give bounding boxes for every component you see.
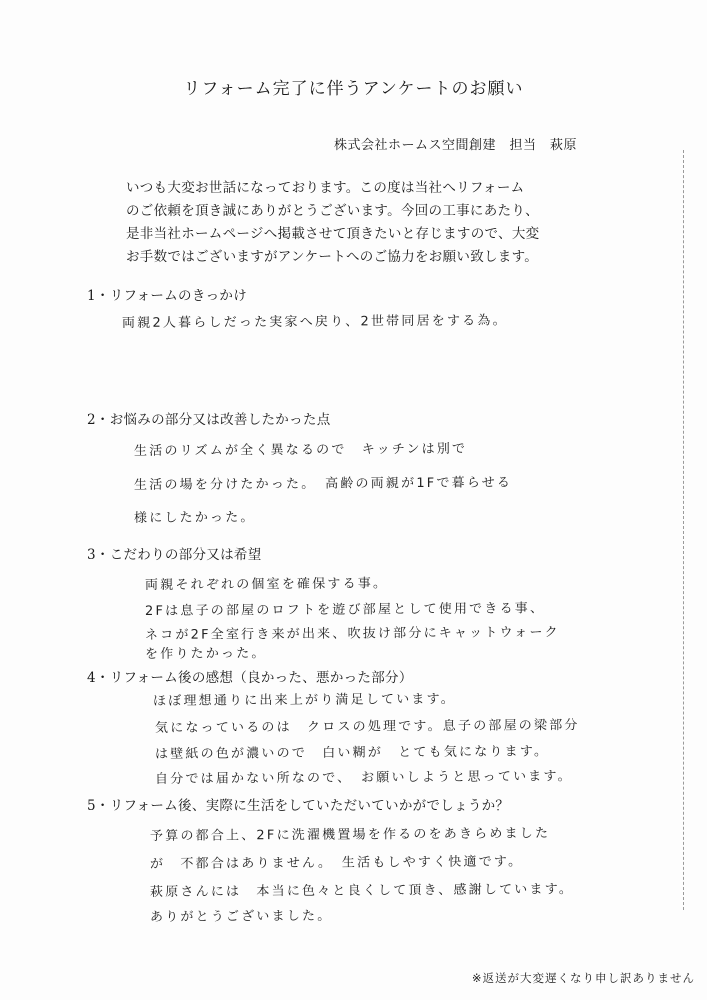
answer-3-line-4: を作りたかった。 <box>144 646 267 662</box>
answer-2-line-3: 様にしたかった。 <box>133 510 256 526</box>
intro-line: お手数ではございますがアンケートへのご協力をお願い致します。 <box>126 249 539 265</box>
answer-2-line-2: 生活の場を分けたかった。 高齢の両親が1Fで暮らせる <box>133 475 513 493</box>
answer-5-line-4: ありがとうございました。 <box>149 908 333 925</box>
answer-3-line-2: 2Fは息子の部屋のロフトを遊び部屋として使用できる事、 <box>144 601 546 619</box>
answer-5-line-2: が 不都合はありません。 生活もしやすく快適です。 <box>149 854 524 872</box>
question-5: 5・リフォーム後、実際に生活をしていただいていかがでしょうか？ <box>87 798 510 814</box>
company-and-staff: 株式会社ホームス空間創建 担当 萩原 <box>333 138 577 153</box>
question-4: 4・リフォーム後の感想（良かった、悪かった部分） <box>87 670 413 686</box>
document-title: リフォーム完了に伴うアンケートのお願い <box>183 79 524 99</box>
intro-line: のご依頼を頂き誠にありがとうございます。今回の工事にあたり、 <box>126 203 539 219</box>
answer-2-line-1: 生活のリズムが全く異なるので キッチンは別で <box>133 441 468 459</box>
late-reply-note: ※返送が大変遅くなり申し訳ありません <box>471 971 695 985</box>
answer-4-line-2: 気になっているのは クロスの処理です。息子の部屋の梁部分 <box>154 718 580 736</box>
question-1: 1・リフォームのきっかけ <box>87 288 248 304</box>
answer-4-line-3: は壁紙の色が濃いので 白い糊が とても気になります。 <box>154 744 550 762</box>
intro-paragraph <box>126 177 596 269</box>
scan-edge-line <box>683 150 684 910</box>
intro-line: 是非当社ホームページへ掲載させて頂きたいと存じますので、大変 <box>126 226 540 242</box>
answer-5-line-3: 萩原さんには 本当に色々と良くして頂き、感謝しています。 <box>149 882 575 900</box>
question-2: 2・お悩みの部分又は改善したかった点 <box>87 412 331 428</box>
answer-5-line-1: 予算の都合上、2Fに洗濯機置場を作るのをあきらめました <box>149 826 551 844</box>
answer-3-line-1: 両親それぞれの個室を確保する事。 <box>144 576 389 593</box>
answer-1-line-1: 両親2人暮らしだった実家へ戻り、2世帯同居をする為。 <box>121 313 508 331</box>
answer-4-line-1: ほぼ理想通りに出来上がり満足しています。 <box>152 691 457 709</box>
answer-3-line-3: ネコが2F全室行き来が出来、吹抜け部分にキャットウォーク <box>144 625 560 643</box>
question-3: 3・こだわりの部分又は希望 <box>87 547 262 563</box>
intro-line: いつも大変お世話になっております。この度は当社へリフォーム <box>126 180 525 196</box>
answer-4-line-4: 自分では届かない所なので、 お願いしようと思っています。 <box>154 769 573 787</box>
